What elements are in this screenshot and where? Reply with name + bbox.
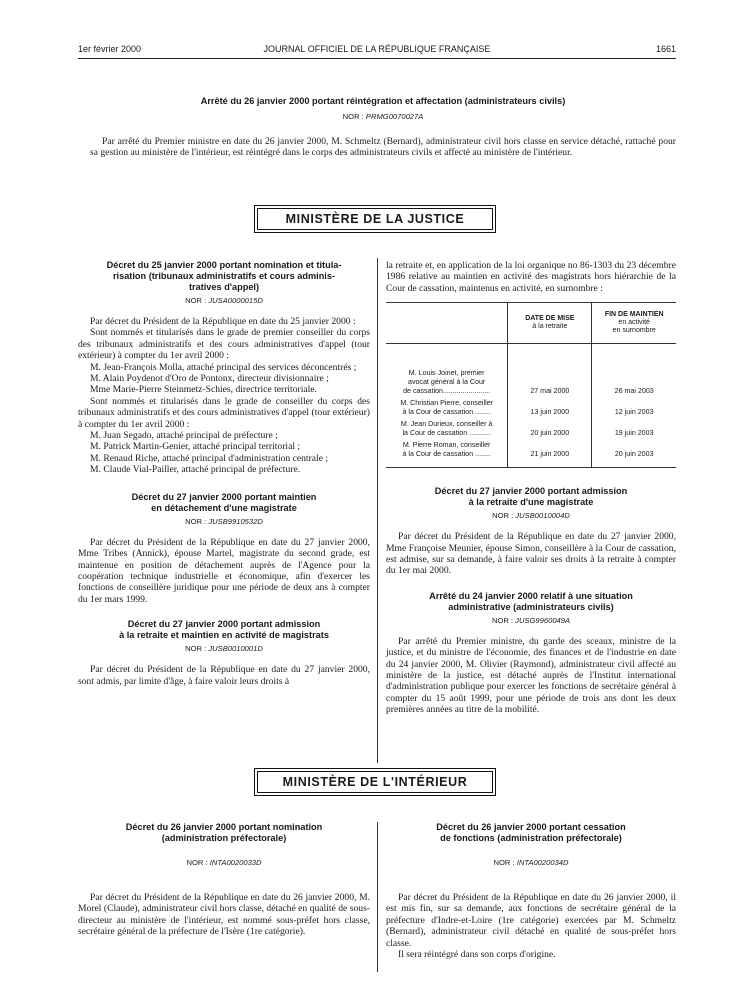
name-line: avocat général à la Cour [408, 378, 486, 387]
article-admission-retraite-magistrats [78, 619, 370, 687]
column-subtitle: à la retraite [532, 323, 568, 331]
name-line: à la Cour de cassation ........ [402, 408, 491, 417]
nor-line [78, 296, 370, 306]
title-line: risation (tribunaux administratifs et cours adminis- [112, 271, 336, 281]
column-subtitle: en activité [618, 319, 650, 327]
nor-code: JUSB9910532D [208, 516, 263, 526]
name-line: de cassation........................ [403, 387, 491, 396]
title-line: (administration préfectorale) [161, 833, 287, 843]
article-body: Par décret du Président de la République en date du 27 janvier 2000, sont admis, par limite d'âge, à faire valoir leurs droits à [78, 664, 370, 687]
name-line: à la Cour de cassation ........ [402, 450, 491, 459]
paragraph: Sont nommés et titularisés dans le grade de conseiller du corps des tribunaux administratifs et des cours administratives d'appel (tour extérieur) à compter du 1er avril 2000 : [78, 395, 370, 430]
nor-label: NOR : [185, 296, 207, 305]
header-page-number: 1661 [655, 44, 676, 54]
nor-label: NOR : [185, 516, 207, 526]
title-line: de fonctions (administration préfectorale) [440, 833, 622, 843]
table-cell-date: 19 juin 2003 [592, 417, 676, 438]
nor-label: NOR : [186, 858, 208, 867]
nor-label: NOR : [185, 644, 207, 654]
paragraph: Mme Marie-Pierre Steinmetz-Schies, directrice territoriale. [90, 384, 317, 396]
ministry-justice-banner [254, 205, 496, 233]
article-body: Par arrêté du Premier ministre, du garde des sceaux, ministre de la justice, et du ministre de l'économie, des finances et de l'industrie en date du 24 janvier 2000, M. Olivier (Raymond), administrateur civil affecté au ministère de la justice, est détaché auprès de l'Institut international d'administration publique pour exercer les fonctions de secrétaire général à compter du 15 août 1999, pour une période de trois ans dont les deux premières années au titre de la mobilité. [386, 635, 676, 716]
name-line: M. Pierre Roman, conseiller [402, 441, 491, 450]
nor-line [78, 517, 370, 527]
article-body: Par décret du Président de la République en date du 26 janvier 2000, M. Morel (Claude), administrateur civil hors classe, détaché en qualité de sous-directeur au ministère de l'intérieur, est nommé sous-préfet hors classe, secrétaire général de la préfecture de l'Isère (1re catégorie). [78, 892, 370, 938]
article-title [386, 591, 676, 613]
title-line: tratives d'appel) [188, 282, 260, 292]
nor-line [386, 858, 676, 868]
table-row [386, 344, 676, 397]
table-row [386, 396, 676, 417]
continuation-text: la retraite et, en application de la loi organique no 86-1303 du 23 décembre 1986 relative au maintien en activité des magistrats hors hiérarchie de la Cour de cassation, maintenus en activité, en surnombre : [386, 260, 676, 294]
article-title [78, 492, 370, 514]
justice-right-column [386, 260, 676, 716]
name-line: M. Louis Joinet, premier [408, 369, 485, 378]
table-cell-name [386, 438, 508, 467]
nor-line [386, 511, 676, 521]
paragraph: M. Claude Vial-Pailler, attaché principal de préfecture. [90, 464, 301, 476]
article-body: Par décret du Président de la République en date du 27 janvier 2000, Mme Françoise Meunier, épouse Simon, conseillère à la Cour de cassation, est admise, sur sa demande, à faire valoir ses droits à la retraite à compter du 1er mai 2000. [386, 531, 676, 577]
ministry-interieur-banner [254, 768, 496, 796]
nor-label: NOR : [492, 511, 514, 521]
nor-label: NOR : [491, 615, 514, 625]
column-divider [377, 822, 378, 972]
paragraph: M. Alain Poydenot d'Oro de Pontonx, directeur divisionnaire ; [90, 373, 329, 385]
nor-code: PRMG0070027A [365, 112, 424, 121]
nor-code: JUSG9960049A [515, 615, 571, 625]
paragraph: M. Patrick Martin-Genier, attaché principal territorial ; [90, 441, 301, 453]
name-line: M. Jean Durieux, conseiller à [400, 420, 493, 429]
header-journal-title: JOURNAL OFFICIEL DE LA RÉPUBLIQUE FRANÇAISE [263, 44, 491, 54]
article-situation-administrative [386, 591, 676, 716]
table-cell-name [386, 344, 508, 397]
paragraph: Par décret du Président de la République en date du 25 janvier 2000 : [90, 316, 356, 327]
table-header-cell [386, 303, 508, 344]
name-line: la Cour de cassation ........... [402, 429, 491, 438]
nor-line [90, 112, 676, 122]
column-title: DATE DE MISE [525, 315, 575, 323]
running-header [78, 44, 676, 58]
table-row [386, 417, 676, 438]
article-nomination-titularisation [78, 260, 370, 476]
nor-label: NOR : [493, 858, 515, 867]
table-header-row [386, 303, 676, 344]
title-line: en détachement d'une magistrate [151, 502, 297, 513]
title-line: Arrêté du 24 janvier 2000 relatif à une situation [429, 590, 633, 601]
ministry-interieur-title: MINISTÈRE DE L'INTÉRIEUR [257, 771, 493, 793]
table-header-cell [592, 303, 676, 344]
article-title [78, 619, 370, 641]
table-cell-date: 20 juin 2003 [592, 438, 676, 467]
nor-code: INTA0020033D [209, 858, 262, 867]
article-title [78, 822, 370, 844]
article-body: Par décret du Président de la République en date du 27 janvier 2000, Mme Tribes (Annick), épouse Martel, magistrate du second grade, est maintenue en position de détachement auprès de l'Agence pour la coopération technique industrielle et économique, afin d'exercer les fonctions de conseillère juridique pour une période de deux ans à compter du 1er mars 1999. [78, 536, 370, 605]
table-cell-date: 13 juin 2000 [508, 396, 592, 417]
title-line: Décret du 26 janvier 2000 portant nomination [125, 822, 323, 832]
column-divider [377, 258, 378, 763]
table-cell-date: 12 juin 2003 [592, 396, 676, 417]
table-row [386, 438, 676, 467]
title-line: Décret du 26 janvier 2000 portant cessation [436, 822, 626, 832]
table-cell-name [386, 417, 508, 438]
justice-left-column [78, 260, 370, 687]
ministry-justice-title: MINISTÈRE DE LA JUSTICE [257, 208, 493, 230]
nor-code: JUSB0010004D [515, 511, 570, 521]
nor-label: NOR : [342, 112, 364, 121]
title-line: Décret du 27 janvier 2000 portant admission [127, 619, 321, 630]
header-date: 1er février 2000 [78, 44, 142, 54]
paragraph: Sont nommés et titularisés dans le grade de premier conseiller du corps des tribunaux administratifs et des cours administratives d'appel (tour extérieur) à compter du 1er avril 2000 : [78, 327, 370, 362]
article-body: Par arrêté du Premier ministre en date du 26 janvier 2000, M. Schmeltz (Bernard), administrateur civil hors classe en service détaché, rattaché pour sa gestion au ministère de l'intérieur, est réintégré dans le corps des administrateurs civils et affecté au ministère de l'intérieur. [90, 136, 676, 159]
table-cell-date: 26 mai 2003 [592, 344, 676, 397]
article-body-second: Il sera réintégré dans son corps d'origine. [398, 949, 556, 961]
title-line: à la retraite d'une magistrate [468, 497, 594, 508]
nor-line [386, 616, 676, 626]
table-header-cell [508, 303, 592, 344]
retirement-table [386, 302, 676, 468]
article-body: Par décret du Président de la République en date du 26 janvier 2000, il est mis fin, sur sa demande, aux fonctions de secrétaire général de la préfecture d'Indre-et-Loire (1re catégorie) exercées par M. Schmeltz (Bernard), administrateur civil détaché en qualité de sous-préfet hors classe. [386, 892, 676, 949]
nor-line [78, 644, 370, 654]
article-reintegration [90, 96, 676, 159]
paragraph: M. Renaud Riche, attaché principal d'administration centrale ; [90, 452, 329, 464]
nor-code: JUSB0010001D [208, 644, 263, 654]
nor-line [78, 858, 370, 868]
column-title: FIN DE MAINTIEN [604, 311, 664, 319]
table-cell-date: 27 mai 2000 [508, 344, 592, 397]
title-line: Décret du 27 janvier 2000 portant admission [434, 486, 628, 497]
table-cell-date: 20 juin 2000 [508, 417, 592, 438]
article-title: Arrêté du 26 janvier 2000 portant réintégration et affectation (administrateurs civils) [200, 96, 566, 106]
paragraph: M. Juan Segado, attaché principal de préfecture ; [90, 430, 278, 442]
name-line: M. Christian Pierre, conseiller [400, 399, 493, 408]
article-title [78, 260, 370, 293]
interieur-right-column [386, 822, 676, 960]
header-rule [78, 58, 676, 59]
interieur-left-column [78, 822, 370, 938]
column-subtitle: en surnombre [612, 327, 656, 335]
title-line: Décret du 27 janvier 2000 portant maintien [131, 491, 317, 502]
title-line: administrative (administrateurs civils) [448, 601, 614, 612]
nor-code: JUSA0000015D [208, 296, 263, 305]
table-cell-date: 21 juin 2000 [508, 438, 592, 467]
title-line: à la retraite et maintien en activité de magistrats [119, 630, 329, 641]
article-title [386, 486, 676, 508]
article-admission-retraite-magistrate [386, 486, 676, 577]
nor-code: INTA0020034D [516, 858, 569, 867]
table-cell-name [386, 396, 508, 417]
article-title [386, 822, 676, 844]
title-line: Décret du 25 janvier 2000 portant nomination et titula- [106, 260, 342, 270]
paragraph: M. Jean-François Molla, attaché principal des services déconcentrés ; [90, 361, 357, 373]
article-maintien-detachement [78, 492, 370, 605]
